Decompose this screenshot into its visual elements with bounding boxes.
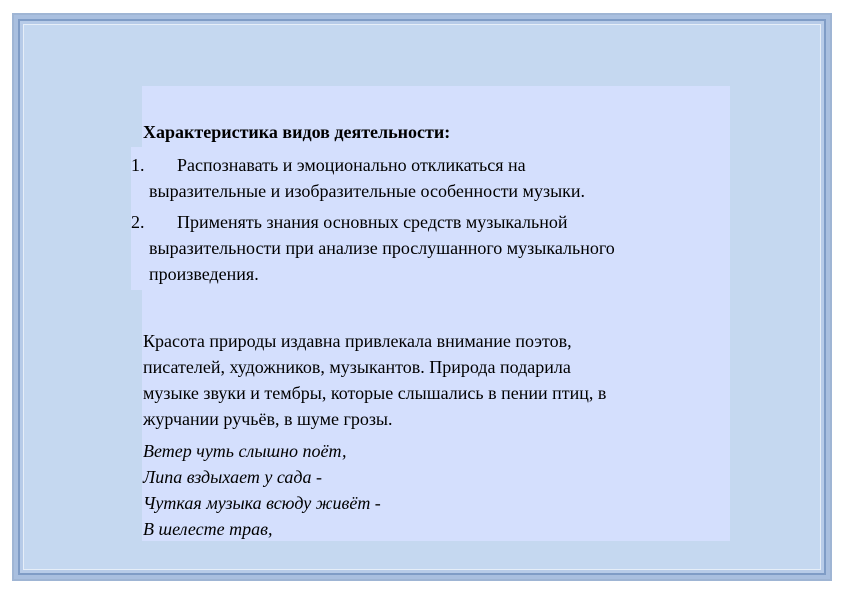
list-item-text bbox=[149, 152, 729, 204]
paragraph-line: журчании ручьёв, в шуме грозы. bbox=[143, 409, 393, 429]
list-line: произведения. bbox=[149, 264, 259, 284]
nature-paragraph bbox=[143, 328, 723, 432]
paragraph-line: Красота природы издавна привлекала внимание поэтов, bbox=[143, 331, 572, 351]
paragraph-line: музыке звуки и тембры, которые слышались в пении птиц, в bbox=[143, 383, 607, 403]
list-number: 1. bbox=[131, 155, 145, 175]
list-line: Применять знания основных средств музыкальной bbox=[177, 212, 568, 232]
list-item-text bbox=[149, 209, 729, 287]
poem-line: Чуткая музыка всюду живёт - bbox=[143, 493, 381, 513]
poem-line: Ветер чуть слышно поёт, bbox=[143, 441, 347, 461]
list-number: 2. bbox=[131, 212, 145, 232]
list-line: Распознавать и эмоционально откликаться на bbox=[177, 155, 526, 175]
activity-heading: Характеристика видов деятельности: bbox=[143, 122, 451, 142]
poem-line: Липа вздыхает у сада - bbox=[143, 467, 322, 487]
list-line: выразительности при анализе прослушанного музыкального bbox=[149, 238, 615, 258]
list-line: выразительные и изобразительные особенности музыки. bbox=[149, 181, 586, 201]
poem-stanza bbox=[143, 438, 723, 542]
poem-line: В шелесте трав, bbox=[143, 519, 273, 539]
paragraph-line: писателей, художников, музыкантов. Природа подарила bbox=[143, 357, 571, 377]
